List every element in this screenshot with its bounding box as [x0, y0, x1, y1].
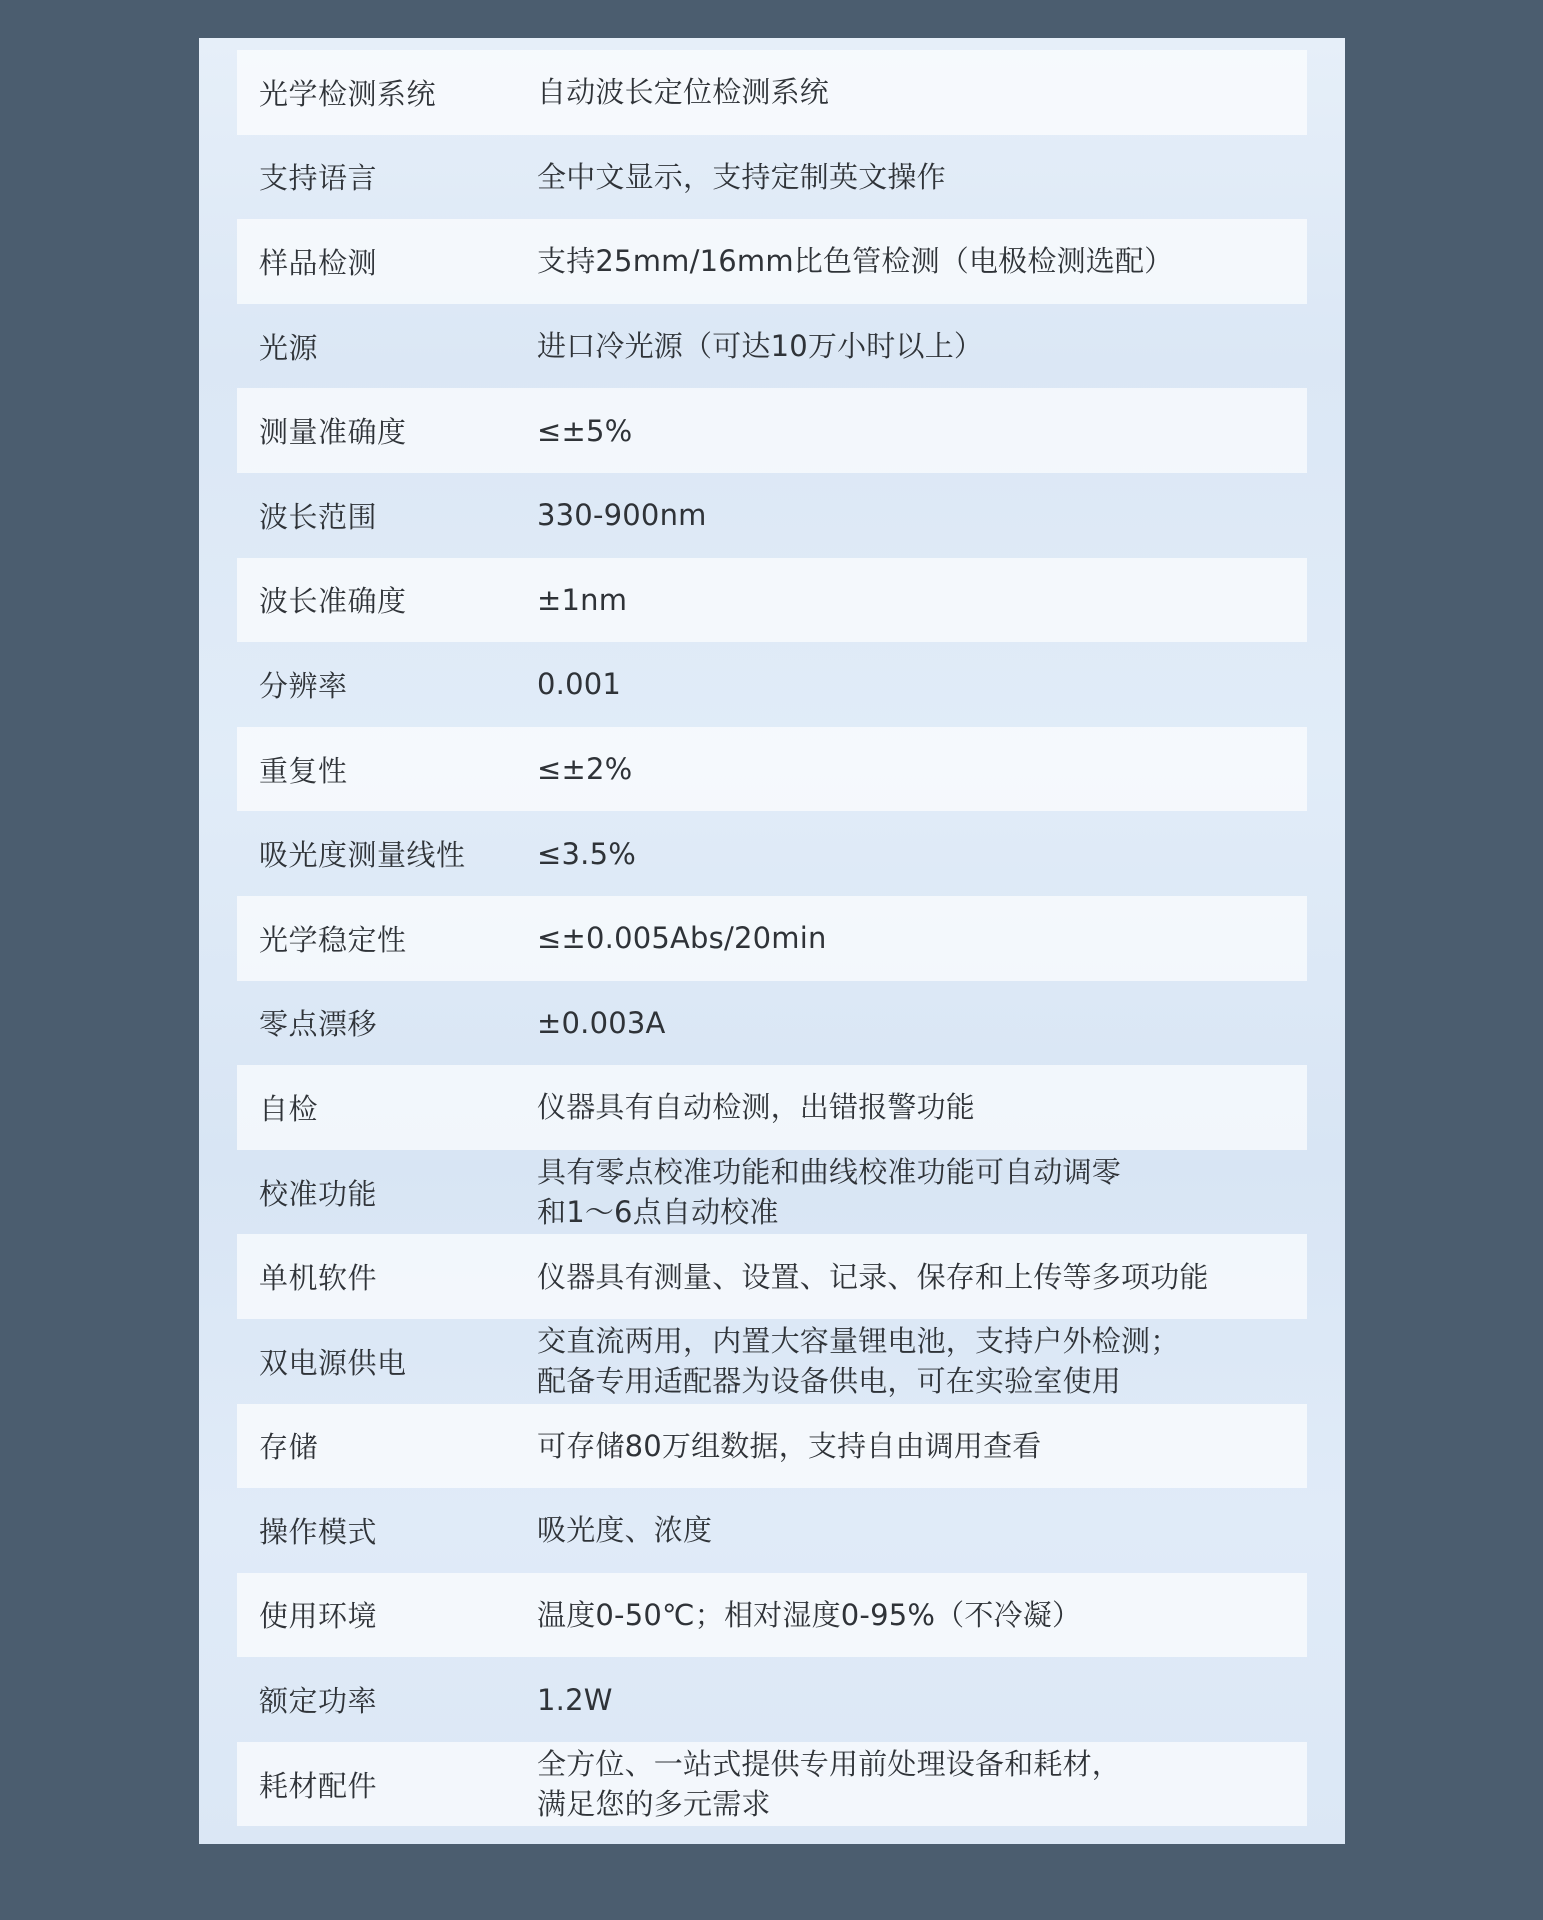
- spec-row: [237, 1573, 1307, 1658]
- spec-label: 额定功率: [259, 1684, 378, 1719]
- spec-label: 耗材配件: [259, 1768, 378, 1803]
- spec-row: [237, 219, 1307, 304]
- spec-panel: [199, 38, 1345, 1844]
- spec-row: [237, 811, 1307, 896]
- spec-label: 样品检测: [259, 245, 378, 280]
- spec-value: 温度0-50℃；相对湿度0-95%（不冷凝）: [537, 1597, 1082, 1632]
- spec-value: 自动波长定位检测系统: [537, 75, 830, 110]
- spec-value: 可存储80万组数据，支持自由调用查看: [537, 1428, 1042, 1463]
- spec-label: 分辨率: [259, 668, 348, 703]
- spec-value: ≤±0.005Abs/20min: [537, 921, 827, 956]
- spec-row: [237, 727, 1307, 812]
- spec-value: ±0.003A: [537, 1005, 666, 1040]
- spec-value: 支持25mm/16mm比色管检测（电极检测选配）: [537, 244, 1174, 279]
- spec-label: 波长范围: [259, 499, 378, 534]
- spec-row: [237, 135, 1307, 220]
- spec-value: 仪器具有自动检测，出错报警功能: [537, 1090, 976, 1125]
- spec-label: 光学稳定性: [259, 922, 407, 957]
- spec-value: 仪器具有测量、设置、记录、保存和上传等多项功能: [537, 1259, 1209, 1294]
- spec-label: 自检: [259, 1091, 319, 1126]
- spec-row: [237, 1742, 1307, 1827]
- spec-row: [237, 50, 1307, 135]
- spec-value: ±1nm: [537, 582, 628, 617]
- spec-row: [237, 388, 1307, 473]
- spec-row: [237, 1404, 1307, 1489]
- spec-label: 测量准确度: [259, 415, 407, 450]
- spec-value: ≤±2%: [537, 752, 633, 787]
- spec-row: [237, 642, 1307, 727]
- spec-label: 零点漂移: [259, 1007, 378, 1042]
- spec-label: 重复性: [259, 753, 348, 788]
- spec-value: ≤±5%: [537, 413, 633, 448]
- spec-row: [237, 1150, 1307, 1235]
- spec-label: 支持语言: [259, 161, 378, 196]
- spec-table: [237, 50, 1307, 1826]
- spec-row: [237, 1065, 1307, 1150]
- spec-label: 操作模式: [259, 1514, 378, 1549]
- spec-value: 吸光度、浓度: [537, 1513, 713, 1548]
- spec-label: 双电源供电: [259, 1345, 407, 1380]
- spec-label: 存储: [259, 1430, 319, 1465]
- spec-label: 使用环境: [259, 1599, 378, 1634]
- spec-row: [237, 1234, 1307, 1319]
- spec-label: 吸光度测量线性: [259, 838, 466, 873]
- spec-label: 校准功能: [259, 1176, 378, 1211]
- spec-row: [237, 981, 1307, 1066]
- spec-row: [237, 1319, 1307, 1404]
- spec-value: 具有零点校准功能和曲线校准功能可自动调零 和1～6点自动校准: [537, 1155, 1122, 1230]
- spec-row: [237, 558, 1307, 643]
- spec-row: [237, 304, 1307, 389]
- spec-label: 单机软件: [259, 1261, 378, 1296]
- spec-label: 光源: [259, 330, 319, 365]
- spec-label: 波长准确度: [259, 584, 407, 619]
- spec-row: [237, 1657, 1307, 1742]
- spec-value: 1.2W: [537, 1682, 613, 1717]
- spec-value: 0.001: [537, 667, 622, 702]
- spec-label: 光学检测系统: [259, 76, 437, 111]
- spec-value: 全方位、一站式提供专用前处理设备和耗材， 满足您的多元需求: [537, 1747, 1122, 1822]
- spec-row: [237, 1488, 1307, 1573]
- spec-row: [237, 473, 1307, 558]
- spec-value: ≤3.5%: [537, 836, 636, 871]
- spec-value: 交直流两用，内置大容量锂电池，支持户外检测； 配备专用适配器为设备供电，可在实验室使用: [537, 1324, 1180, 1399]
- spec-value: 进口冷光源（可达10万小时以上）: [537, 329, 984, 364]
- spec-value: 全中文显示，支持定制英文操作: [537, 159, 946, 194]
- spec-value: 330-900nm: [537, 498, 707, 533]
- spec-row: [237, 896, 1307, 981]
